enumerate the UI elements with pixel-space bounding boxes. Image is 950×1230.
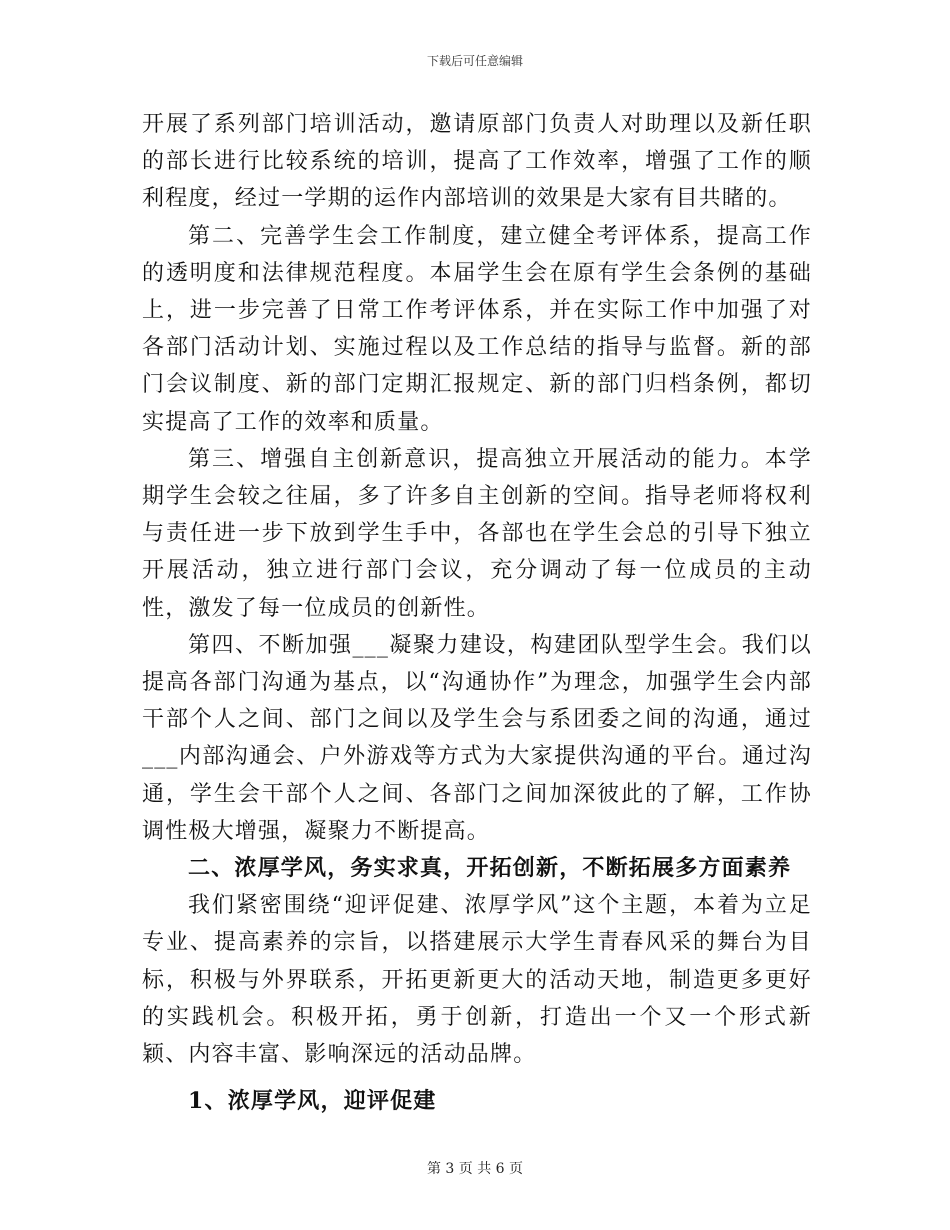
page-number: 第 3 页 共 6 页 <box>426 1161 524 1177</box>
body-paragraph: 开展了系列部门培训活动，邀请原部门负责人对助理以及新任职的部长进行比较系统的培训，提高了工作效率，增强了工作的顺利程度，经过一学期的运作内部培训的效果是大家有目共睹的。 <box>142 112 812 212</box>
subsection-heading: 1、浓厚学风，迎评促建 <box>188 1088 437 1115</box>
body-paragraph: 第三、增强自主创新意识，提高独立开展活动的能力。本学期学生会较之往届，多了许多自主创新的空间。指导老师将权利与责任进一步下放到学生手中，各部也在学生会总的引导下独立开展活动，独立进行部门会议，充分调动了每一位成员的主动性，激发了每一位成员的创新性。 <box>142 446 812 621</box>
document-body <box>142 106 812 1120</box>
body-paragraph: 我们紧密围绕“迎评促建、浓厚学风”这个主题，本着为立足专业、提高素养的宗旨，以搭建展示大学生青春风采的舞台为目标，积极与外界联系，开拓更新更大的活动天地，制造更多更好的实践机会。积极开拓，勇于创新，打造出一个又一个形式新颖、内容丰富、影响深远的活动品牌。 <box>142 893 812 1068</box>
body-paragraph: 第四、不断加强___凝聚力建设，构建团队型学生会。我们以提高各部门沟通为基点，以“沟通协作”为理念，加强学生会内部干部个人之间、部门之间以及学生会与系团委之间的沟通，通过___内部沟通会、户外游戏等方式为大家提供沟通的平台。通过沟通，学生会干部个人之间、各部门之间加深彼此的了解，工作协调性极大增强，凝聚力不断提高。 <box>142 632 812 844</box>
body-paragraph: 第二、完善学生会工作制度，建立健全考评体系，提高工作的透明度和法律规范程度。本届学生会在原有学生会条例的基础上，进一步完善了日常工作考评体系，并在实际工作中加强了对各部门活动计划、实施过程以及工作总结的指导与监督。新的部门会议制度、新的部门定期汇报规定、新的部门归档条例，都切实提高了工作的效率和质量。 <box>142 223 812 435</box>
section-heading: 二、浓厚学风，务实求真，开拓创新，不断拓展多方面素养 <box>188 855 792 882</box>
page-header: 下载后可任意编辑 <box>426 54 523 68</box>
